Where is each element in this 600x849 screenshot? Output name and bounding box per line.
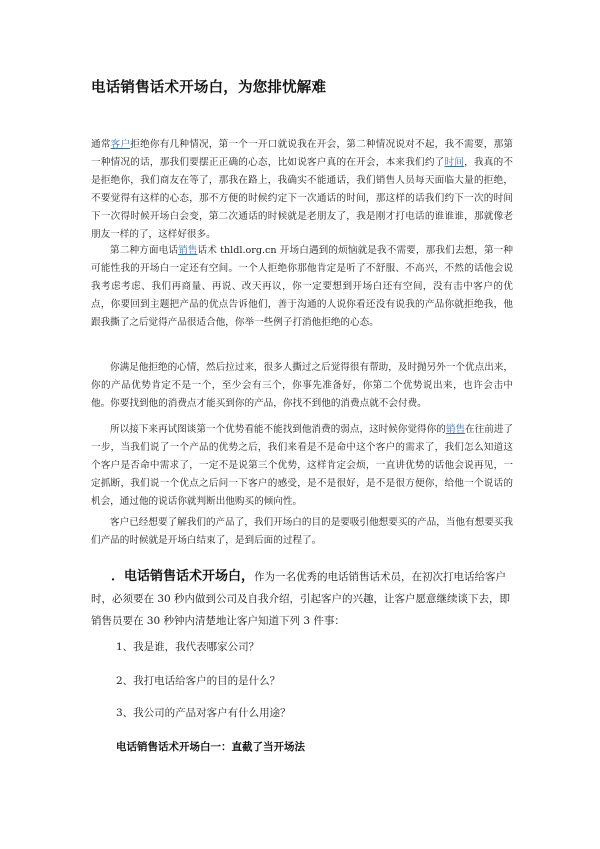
p1-mid: 拒绝你有几种情况，第一个一开口就说我在开会，第二种情况说对不起，我不需要，那第一种情况的话，那我们要摆正正确的心态，比如说客户真的在开会，本来我们约了 — [91, 139, 514, 168]
p4-pre: 所以接下来再试图谈第一个优势看能不能找到他消费的弱点，这时候你觉得你的 — [110, 424, 446, 435]
time-link[interactable]: 时间 — [444, 157, 465, 168]
question-3: 3、我公司的产品对客户有什么用途？ — [116, 707, 291, 719]
paragraph-2 — [91, 242, 513, 332]
section-intro — [91, 566, 515, 632]
section-body: 作为一名优秀的电话销售话术员，在初次打电话给客户时，必须要在 30 秒内做到公司及自我介绍，引起客户的兴趣，让客户愿意继续谈下去，即销售员要在 30 秒钟内清楚地让客户知道下列 3 件事： — [91, 571, 511, 627]
question-2: 2、我打电话给客户的目的是什么？ — [116, 675, 281, 687]
p2-pre: 第二种方面电话 — [110, 245, 179, 256]
subheading: 电话销售话术开场白一：直截了当开场法 — [116, 741, 305, 753]
p1-pre: 通常 — [91, 139, 111, 150]
p1-post: ，我真的不是拒绝你，我们商友在等了，那我在路上，我确实不能通话，我们销售人员每天面临大量的拒绝，不要觉得有这样的心态，那不方便的时候约定下一次通话的时间，那这样的话我们约下一次的时间下一次得时候开场白会变，第二次通话的时候就是老朋友了，我是刚才打电话的谁谁谁，那就像老朋友一样的了，这样好很多。 — [91, 157, 514, 240]
sales-link-2[interactable]: 销售 — [445, 424, 466, 435]
p2-post: 话术 thldl.org.cn 开场白遇到的烦恼就是我不需要，那我们去想，第一种可能性我的开场白一定还有空间。一个人拒绝你那他肯定是听了不舒服、不高兴，不然的话他会说我考虑考虑、我们再商量、再说、改天再议，你一定要想到开场白还有空间，没有击中客户的优点，你要回到主题把产品的优点告诉他们，善于沟通的人说你看还没有说我的产品你就拒绝我，他跟我撕了之后觉得产品很适合他，你举一些例子打消他拒绝的心态。 — [91, 245, 513, 328]
paragraph-5: 客户已经想要了解我们的产品了，我们开场白的目的是要吸引他想要买的产品，当他有想要买我们产品的时候就是开场白结束了，是到后面的过程了。 — [91, 517, 513, 546]
paragraph-3: 你满足他拒绝的心情，然后拉过来，很多人撕过之后觉得很有帮助，及时抛另外一个优点出来，你的产品优势肯定不是一个，至少会有三个，你事先准备好，你第二个优势说出来，也许会击中他。你要找到他的消费点才能买到你的产品，你找不到他的消费点就不会付费。 — [91, 362, 513, 409]
customer-link[interactable]: 客户 — [110, 139, 131, 150]
p4-post: 在往前进了一步，当我们说了一个产品的优势之后，我们来看是不是命中这个客户的需求了，我们怎么知道这个客户是否命中需求了，一定不是说第三个优势，这样肯定会烦，一直讲优势的话他会说再见，一定抓断，我们说一个优点之后问一下客户的感受，是不是很好，是不是很方便你，给他一个说话的机会，通过他的说话你就判断出他购买的倾向性。 — [91, 424, 514, 507]
paragraph-1 — [91, 136, 513, 244]
sales-link-1[interactable]: 销售 — [178, 245, 198, 256]
page-title: 电话销售话术开场白，为您排忧解难 — [91, 79, 327, 96]
section-heading: ．电话销售话术开场白， — [111, 569, 255, 584]
paragraph-4 — [91, 421, 513, 511]
question-1: 1、我是谁，我代表哪家公司？ — [116, 641, 260, 653]
